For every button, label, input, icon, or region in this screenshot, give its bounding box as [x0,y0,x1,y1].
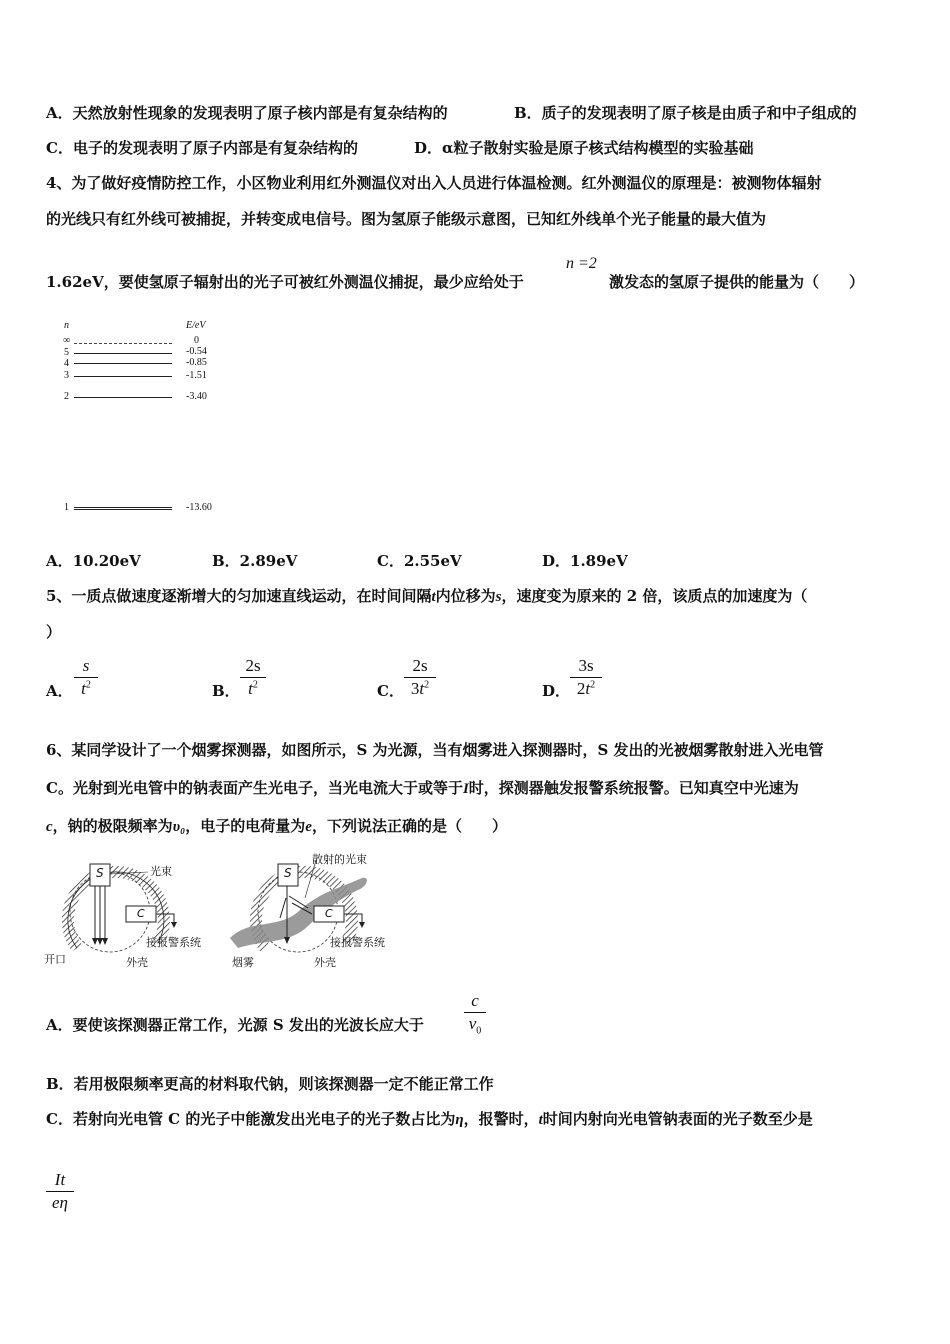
level-energy: -0.85 [186,357,207,368]
frac-exponent: 2 [424,679,430,691]
frac-numerator: s [82,656,90,675]
q5-option-d-fraction [570,656,602,699]
level-line-infinity [74,343,172,344]
q5-option-d-label: D． [542,682,571,700]
frac-subscript: 0 [476,1025,482,1037]
q3-option-a: A．天然放射性现象的发现表明了原子核内部是有复杂结构的 [46,104,448,122]
frac-numerator: 3s [578,656,594,675]
light-source-s-right: S [284,866,292,880]
phototube-c-left: C [137,907,145,920]
frac-den-prefix: 2 [576,679,586,698]
level-line-3 [74,376,172,377]
frac-numerator: It [54,1170,66,1189]
q4-option-a: A．10.20eV [46,552,141,570]
diagram-e-header: E/eV [186,320,206,331]
energy-level-diagram [56,318,236,523]
q6-option-a-fraction [464,991,486,1036]
level-energy: -0.54 [186,346,207,357]
phototube-c-right: C [325,907,333,920]
caption-alarm-right: 接报警系统 [330,936,385,949]
caption-shell-right: 外壳 [314,956,336,969]
caption-shell-left: 外壳 [126,956,148,969]
q4-stem-line2: 的光线只有红外线可被捕捉，并转变成电信号。图为氢原子能级示意图，已知红外线单个光子能量的最大值为 [46,210,767,228]
q5-stem-line1 [46,585,807,606]
smoke-detector-figure [40,848,410,974]
q6-option-c-part: 时间内射向光电管钠表面的光子数至少是 [542,1110,813,1128]
frac-exponent: 2 [590,679,596,691]
light-source-s-left: S [96,866,104,880]
q4-n-expression: n =2 [566,255,597,272]
q6-var-I: I [462,781,469,797]
caption-opening: 开口 [44,953,66,966]
caption-smoke: 烟雾 [232,956,254,969]
level-n: 2 [64,391,69,402]
q6-var-v0: υ₀ [172,819,186,835]
level-n: 3 [64,370,69,381]
frac-denominator: eη [52,1193,68,1212]
level-energy: -3.40 [186,391,207,402]
q6-var-eta: η [455,1112,464,1128]
level-energy: 0 [194,335,199,346]
q5-stem-line2: ） [46,623,62,641]
level-energy: -13.60 [186,502,212,513]
frac-denominator: t [419,679,425,698]
q6-stem-part: ，钠的极限频率为 [52,817,173,835]
level-energy: -1.51 [186,370,207,381]
level-n: 5 [64,347,69,358]
q5-option-a-label: A． [46,682,73,700]
frac-numerator: c [471,991,479,1010]
q3-option-b: B．质子的发现表明了原子核是由质子和中子组成的 [514,104,857,122]
frac-numerator: 2s [245,656,261,675]
q6-stem-part: ，下列说法正确的是（ ） [311,817,507,835]
level-n: ∞ [63,335,71,346]
q6-stem-part: ，电子的电荷量为 [185,817,306,835]
q6-var-c: c [46,819,53,835]
frac-denominator: t [248,679,253,698]
q6-option-c-part: C．若射向光电管 C 的光子中能激发出光电子的光子数占比为 [46,1110,456,1128]
frac-denominator: v [468,1014,477,1033]
level-n: 4 [64,358,69,369]
q6-stem-line2 [46,777,799,798]
q5-stem-part2: 内位移为 [435,587,496,605]
diagram-n-header: n [64,320,69,331]
q5-option-a-fraction [74,656,98,699]
q5-option-b-label: B． [212,682,240,700]
caption-beam: 光束 [150,865,172,878]
level-line-5 [74,353,172,354]
caption-scattered-beam: 散射的光束 [312,853,367,866]
frac-numerator: 2s [412,656,428,675]
q6-stem-line3 [46,815,507,836]
q6-stem-line1: 6、某同学设计了一个烟雾探测器，如图所示，S 为光源，当有烟雾进入探测器时，S 发出的光被烟雾散射进入光电管 [46,741,824,759]
q5-option-c-fraction [404,656,436,699]
q5-var-s: s [495,589,502,605]
caption-alarm-left: 接报警系统 [146,936,201,949]
q4-option-c: C．2.55eV [377,552,462,570]
q6-option-b: B．若用极限频率更高的材料取代钠，则该探测器一定不能正常工作 [46,1075,494,1093]
q5-option-c-label: C． [377,682,404,700]
frac-denominator: t [585,679,591,698]
q3-option-d: D．α粒子散射实验是原子核式结构模型的实验基础 [414,139,754,157]
q6-stem-part: C。光射到光电管中的钠表面产生光电子，当光电流大于或等于 [46,779,463,797]
q4-stem-line3a: 1.62eV，要使氢原子辐射出的光子可被红外测温仪捕捉，最少应给处于 [46,273,524,291]
level-line-2 [74,397,172,398]
level-n: 1 [64,502,69,513]
q4-stem-line3b: 激发态的氢原子提供的能量为（ ） [609,273,865,291]
q5-stem-part1: 5、一质点做速度逐渐增大的匀加速直线运动，在时间间隔 [46,587,432,605]
q6-option-c-part: ，报警时， [463,1110,539,1128]
level-line-1 [74,507,172,510]
q6-option-c-fraction [46,1170,74,1213]
q4-option-b: B．2.89eV [212,552,298,570]
q5-stem-part3: ，速度变为原来的 2 倍，该质点的加速度为（ [501,587,808,605]
q6-stem-part: 时，探测器触发报警系统报警。已知真空中光速为 [468,779,799,797]
q6-option-a: A．要使该探测器正常工作，光源 S 发出的光波长应大于 [46,1016,424,1034]
q5-var-t: t [431,589,436,605]
frac-denominator: t [81,679,86,698]
frac-den-prefix: 3 [410,679,420,698]
q6-var-e: e [305,819,312,835]
q6-var-t: t [538,1112,543,1128]
q5-option-b-fraction [240,656,266,699]
q6-option-c [46,1108,813,1129]
q4-stem-line1: 4、为了做好疫情防控工作，小区物业利用红外测温仪对出入人员进行体温检测。红外测温仪的原理是：被测物体辐射 [46,174,822,192]
frac-exponent: 2 [85,679,91,691]
q4-option-d: D．1.89eV [542,552,628,570]
q3-option-c: C．电子的发现表明了原子内部是有复杂结构的 [46,139,358,157]
q4-stem-line3 [46,271,524,292]
frac-exponent: 2 [252,679,258,691]
level-line-4 [74,363,172,364]
